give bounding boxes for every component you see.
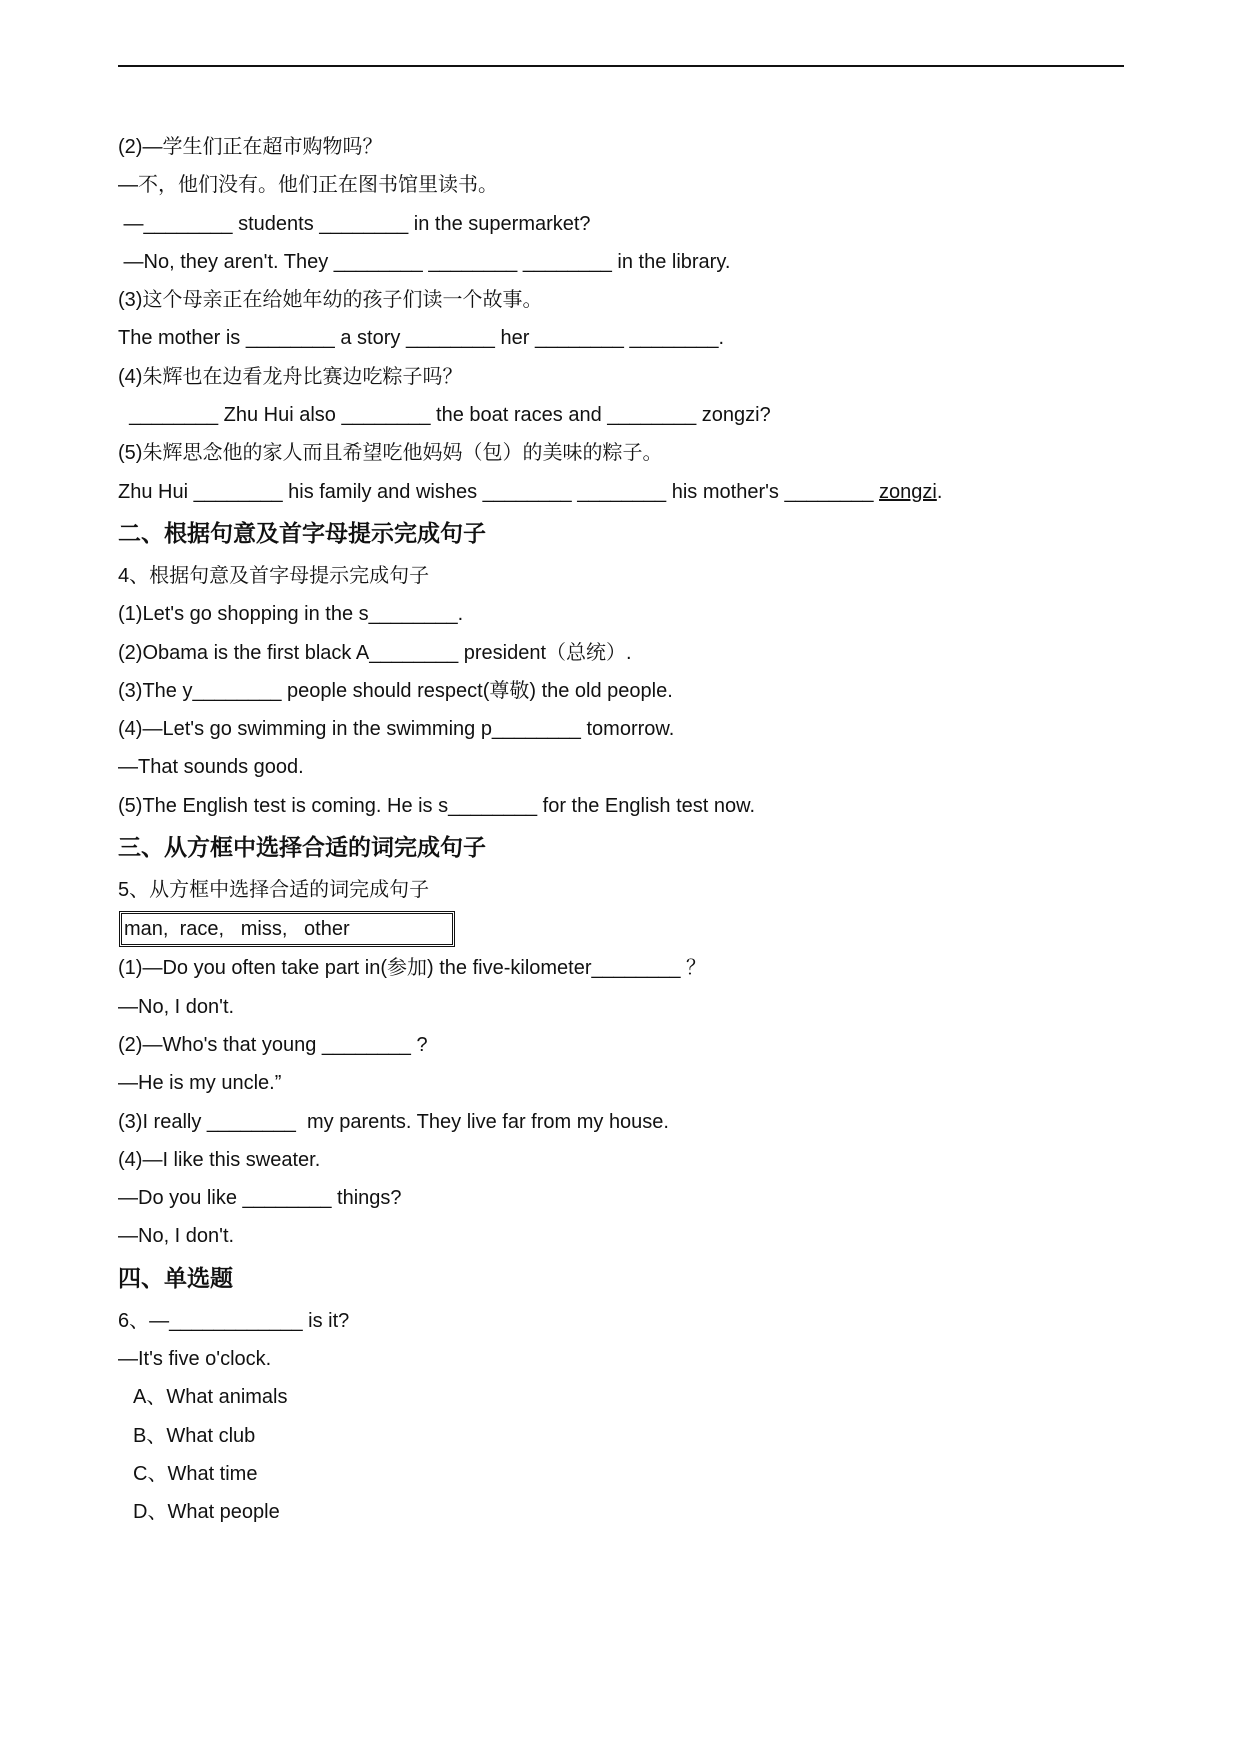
- exercise-4-item-4-reply: —That sounds good.: [118, 756, 304, 779]
- option-c[interactable]: C、What time: [133, 1462, 258, 1485]
- exercise-4-item-2: (2)Obama is the first black A________ president（总统）.: [118, 641, 632, 664]
- option-a[interactable]: A、What animals: [133, 1386, 288, 1409]
- question-6: 6、—____________ is it?: [118, 1309, 350, 1332]
- header-rule: [118, 65, 1124, 67]
- question-5-period: .: [936, 480, 943, 503]
- zongzi-underlined: zongzi: [879, 480, 937, 503]
- exercise-5-intro: 5、从方框中选择合适的词完成句子: [118, 879, 430, 902]
- word-box: man, race, miss, other: [119, 911, 455, 947]
- question-3-chinese: (3)这个母亲正在给她年幼的孩子们读一个故事。: [118, 289, 543, 312]
- exercise-4-item-4: (4)—Let's go swimming in the swimming p________ tomorrow.: [118, 718, 675, 741]
- section-4-heading: 四、单选题: [118, 1265, 233, 1292]
- section-2-heading: 二、根据句意及首字母提示完成句子: [118, 520, 486, 547]
- question-5-chinese: (5)朱辉思念他的家人而且希望吃他妈妈（包）的美味的粽子。: [118, 442, 663, 465]
- question-2-chinese: (2)—学生们正在超市购物吗？: [118, 136, 383, 158]
- question-5-english-text: Zhu Hui ________ his family and wishes ________ ________ his mother's ________: [118, 480, 880, 503]
- worksheet-content: [118, 128, 1124, 1532]
- exercise-4-intro: 4、根据句意及首字母提示完成句子: [118, 564, 430, 587]
- option-b[interactable]: B、What club: [133, 1424, 256, 1447]
- question-4-english: ________ Zhu Hui also ________ the boat races and ________ zongzi?: [118, 404, 771, 427]
- question-2-answer-chinese: —不，他们没有。他们正在图书馆里读书。: [118, 174, 498, 197]
- question-3-english: The mother is ________ a story ________ her ________ ________.: [118, 327, 725, 350]
- exercise-5-item-2: (2)—Who's that young ________ ?: [118, 1033, 428, 1056]
- question-2-english-a: —No, they aren't. They ________ ________ ________ in the library.: [118, 250, 731, 273]
- exercise-5-item-4: (4)—I like this sweater.: [118, 1148, 321, 1171]
- exercise-5-item-4-answer: —No, I don't.: [118, 1225, 235, 1248]
- question-2-english-q: —________ students ________ in the supermarket?: [118, 212, 591, 235]
- question-5-english: [118, 473, 1124, 511]
- exercise-5-item-1-reply: —No, I don't.: [118, 995, 235, 1018]
- exercise-4-item-3: (3)The y________ people should respect(尊敬) the old people.: [118, 679, 673, 702]
- exercise-5-item-3: (3)I really ________ my parents. They live far from my house.: [118, 1110, 669, 1133]
- exercise-5-item-2-reply: —He is my uncle.”: [118, 1072, 282, 1095]
- exercise-5-item-4-reply: —Do you like ________ things?: [118, 1187, 402, 1210]
- exercise-4-item-5: (5)The English test is coming. He is s________ for the English test now.: [118, 794, 756, 817]
- section-3-heading: 三、从方框中选择合适的词完成句子: [118, 835, 486, 862]
- exercise-5-item-1: (1)—Do you often take part in(参加) the five-kilometer________ ？: [118, 957, 707, 980]
- exercise-4-item-1: (1)Let's go shopping in the s________.: [118, 603, 464, 626]
- question-6-reply: —It's five o'clock.: [118, 1348, 272, 1371]
- question-4-chinese: (4)朱辉也在边看龙舟比赛边吃粽子吗？: [118, 365, 463, 388]
- option-d[interactable]: D、What people: [133, 1501, 280, 1524]
